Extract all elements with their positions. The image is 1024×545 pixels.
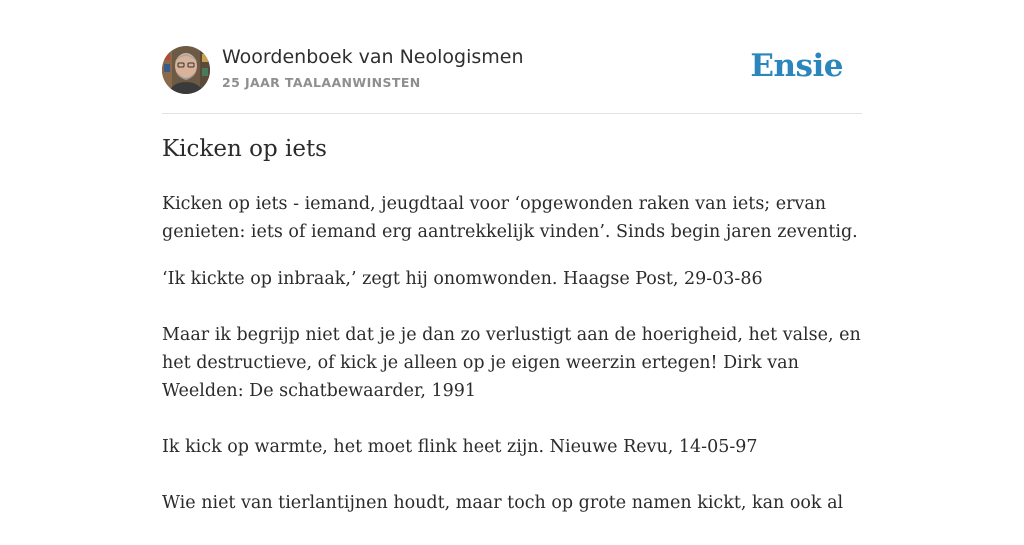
source-title[interactable]: Woordenboek van Neologismen: [222, 46, 524, 68]
quote-item: Wie niet van tierlantijnen houdt, maar toch op grote namen kickt, kan ook al: [162, 493, 844, 513]
source-header: [162, 0, 862, 114]
quote-item: ‘Ik kickte op inbraak,’ zegt hij onomwonden. Haagse Post, 29-03-86: [162, 269, 763, 289]
entry-definition: Kicken op iets - iemand, jeugdtaal voor ‘opgewonden raken van iets; ervan genieten: iets of iemand erg aantrekkelijk vinden’. Sinds begin jaren zeventig.: [162, 194, 858, 242]
quote-item: Maar ik begrijp niet dat je je dan zo verlustigt aan de hoerigheid, het valse, en het destructieve, of kick je alleen op je eigen weerzin ertegen! Dirk van Weelden: De schatbewaarder, 1991: [162, 325, 861, 401]
quote-list: [162, 265, 862, 545]
quote-item: Ik kick op warmte, het moet flink heet zijn. Nieuwe Revu, 14-05-97: [162, 437, 758, 457]
entry-title: Kicken op iets: [162, 136, 327, 162]
source-subtitle: 25 JAAR TAALAANWINSTEN: [222, 75, 421, 90]
ensie-logo-link[interactable]: Ensie: [750, 48, 843, 84]
page-container: [162, 0, 862, 513]
author-portrait-icon[interactable]: [162, 46, 210, 94]
